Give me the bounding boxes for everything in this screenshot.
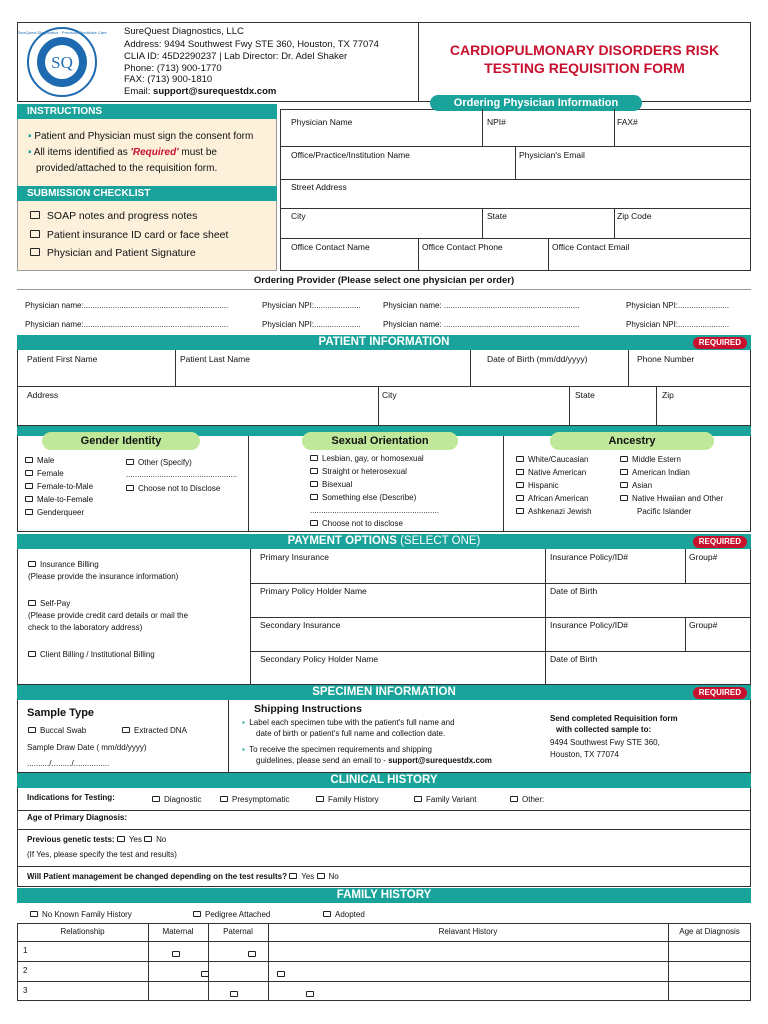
checkbox[interactable] xyxy=(620,495,628,501)
checkbox[interactable] xyxy=(620,482,628,488)
checkbox[interactable] xyxy=(126,459,134,465)
contact-name-label: Office Contact Name xyxy=(291,242,370,252)
form-title-line1: CARDIOPULMONARY DISORDERS RISK xyxy=(449,42,720,58)
checkbox[interactable] xyxy=(220,796,228,802)
checkbox[interactable] xyxy=(510,796,518,802)
family-row-1-number: 1 xyxy=(23,946,28,955)
patient-zip-label: Zip xyxy=(662,390,674,400)
indication-other[interactable]: Other: xyxy=(510,796,544,804)
provider-name-1[interactable]: Physician name:................................................................. xyxy=(25,301,229,310)
checkbox[interactable] xyxy=(193,911,201,917)
logo-text: SureQuest Diagnostics · Precision Predictive Care xyxy=(17,30,107,35)
group-label: Group# xyxy=(689,552,718,562)
payment-heading: PAYMENT OPTIONS xyxy=(287,535,401,547)
col-relevant-history: Relavant History xyxy=(438,927,498,936)
primary-holder-dob-label: Date of Birth xyxy=(550,586,598,596)
checkbox[interactable] xyxy=(122,727,130,733)
checkbox[interactable] xyxy=(25,483,33,489)
gender-undisclosed[interactable]: Choose not to Disclose xyxy=(126,485,220,493)
provider-npi-1[interactable]: Physician NPI:..................... xyxy=(262,301,361,310)
checkbox[interactable] xyxy=(25,509,33,515)
sample-extracted-dna[interactable]: Extracted DNA xyxy=(122,727,187,735)
row-1-maternal-checkbox[interactable] xyxy=(172,951,180,957)
indication-family-history[interactable]: Family History xyxy=(316,796,379,804)
family-pedigree[interactable]: Pedigree Attached xyxy=(193,911,270,919)
payment-band xyxy=(17,534,751,549)
row-2-paternal-checkbox[interactable] xyxy=(277,971,285,977)
secondary-holder-dob-label: Date of Birth xyxy=(550,654,598,664)
payment-self-note-2: check to the laboratory address) xyxy=(28,623,143,632)
company-name: SureQuest Diagnostics, LLC xyxy=(124,26,244,37)
checkbox[interactable] xyxy=(30,911,38,917)
instruction-item-1: ▪ Patient and Physician must sign the consent form xyxy=(28,131,254,142)
checkbox[interactable] xyxy=(30,230,40,238)
send-form-line-2: with collected sample to: xyxy=(556,725,652,734)
ancestry-heading: Ancestry xyxy=(550,432,714,450)
checkbox[interactable] xyxy=(310,481,318,487)
office-name-label: Office/Practice/Institution Name xyxy=(291,150,410,160)
checkbox[interactable] xyxy=(620,469,628,475)
checkbox[interactable] xyxy=(144,836,152,842)
checklist-heading: SUBMISSION CHECKLIST xyxy=(17,186,277,201)
gender-genderqueer[interactable]: Genderqueer xyxy=(25,509,84,517)
checkbox[interactable] xyxy=(117,836,125,842)
company-logo xyxy=(17,26,107,98)
form-title-line2: TESTING REQUISITION FORM xyxy=(484,60,685,76)
ancestry-asian[interactable]: Asian xyxy=(620,482,652,490)
checkbox[interactable] xyxy=(28,561,36,567)
col-paternal: Paternal xyxy=(223,927,253,936)
row-3-paternal-checkbox[interactable] xyxy=(306,991,314,997)
orientation-bisexual[interactable]: Bisexual xyxy=(310,481,352,489)
checkbox[interactable] xyxy=(310,520,318,526)
provider-name-2[interactable]: Physician name: ............................................................. xyxy=(383,301,580,310)
checkbox[interactable] xyxy=(28,651,36,657)
contact-phone-label: Office Contact Phone xyxy=(422,242,503,252)
col-age-at-diagnosis: Age at Diagnosis xyxy=(679,927,740,936)
company-address: Address: 9494 Southwest Fwy STE 360, Houston, TX 77074 xyxy=(124,39,379,50)
checkbox[interactable] xyxy=(317,873,325,879)
indication-diagnostic[interactable]: Diagnostic xyxy=(152,796,201,804)
gender-ftm[interactable]: Female-to-Male xyxy=(25,483,93,491)
ordering-provider-heading: Ordering Provider (Please select one physician per order) xyxy=(253,275,515,286)
patient-state-label: State xyxy=(575,390,595,400)
secondary-group-label: Group# xyxy=(689,620,718,630)
orientation-straight[interactable]: Straight or heterosexual xyxy=(310,468,407,476)
patient-last-name-label: Patient Last Name xyxy=(180,354,250,364)
secondary-insurance-label: Secondary Insurance xyxy=(260,620,341,630)
provider-name-4[interactable]: Physician name: ............................................................. xyxy=(383,320,580,329)
checklist-item-insurance[interactable]: Patient insurance ID card or face sheet xyxy=(30,230,228,241)
payment-self-pay[interactable]: Self-Pay xyxy=(28,600,70,608)
contact-email-label: Office Contact Email xyxy=(552,242,630,252)
npi-label: NPI# xyxy=(487,117,506,127)
row-3-maternal-checkbox[interactable] xyxy=(230,991,238,997)
sample-type-heading: Sample Type xyxy=(27,707,95,719)
send-form-line-1: Send completed Requisition form xyxy=(550,714,678,723)
checkbox[interactable] xyxy=(152,796,160,802)
checklist-item-soap[interactable]: SOAP notes and progress notes xyxy=(30,211,197,222)
instructions-heading: INSTRUCTIONS xyxy=(17,104,277,119)
checkbox[interactable] xyxy=(516,495,524,501)
checkbox[interactable] xyxy=(414,796,422,802)
shipping-email[interactable]: support@surequestdx.com xyxy=(388,756,492,765)
management-change-row: Will Patient management be changed depending on the test results? Yes No xyxy=(27,872,339,881)
checkbox[interactable] xyxy=(516,508,524,514)
family-history-heading: FAMILY HISTORY xyxy=(336,889,432,901)
provider-npi-4[interactable]: Physician NPI:....................... xyxy=(626,320,730,329)
checkbox[interactable] xyxy=(25,496,33,502)
patient-info-heading: PATIENT INFORMATION xyxy=(318,336,450,348)
clinical-history-heading: CLINICAL HISTORY xyxy=(330,774,438,786)
age-primary-diagnosis-label: Age of Primary Diagnosis: xyxy=(27,813,128,822)
gender-other[interactable]: Other (Specify) xyxy=(126,459,192,467)
gender-heading: Gender Identity xyxy=(42,432,200,450)
orientation-other[interactable]: Something else (Describe) xyxy=(310,494,416,502)
physician-email-label: Physician's Email xyxy=(519,150,585,160)
family-row-2-number: 2 xyxy=(23,966,28,975)
fax-label: FAX# xyxy=(617,117,638,127)
ancestry-african-american[interactable]: African American xyxy=(516,495,588,503)
company-email-row xyxy=(124,87,276,97)
clia-id: CLIA ID: 45D2290237 | Lab Director: Dr. Adel Shaker xyxy=(124,51,348,62)
ancestry-hispanic[interactable]: Hispanic xyxy=(516,482,559,490)
previous-tests-note: (If Yes, please specify the test and results) xyxy=(27,850,177,859)
row-2-maternal-checkbox[interactable] xyxy=(201,971,209,977)
patient-info-band xyxy=(17,335,751,350)
specimen-heading: SPECIMEN INFORMATION xyxy=(312,686,456,698)
email-label: Email: xyxy=(124,86,154,97)
instruction-item-2-cont: provided/attached to the requisition form. xyxy=(36,163,218,174)
gender-mtf[interactable]: Male-to-Female xyxy=(25,496,93,504)
orientation-heading: Sexual Orientation xyxy=(302,432,458,450)
col-maternal: Maternal xyxy=(162,927,194,936)
col-relationship: Relationship xyxy=(60,927,105,936)
checkbox[interactable] xyxy=(620,456,628,462)
shipping-item-2-cont: guidelines, please send an email to - support@surequestdx.com xyxy=(256,756,492,765)
family-adopted[interactable]: Adopted xyxy=(323,911,365,919)
orientation-describe-line[interactable]: .......................................................... xyxy=(310,506,439,515)
provider-npi-3[interactable]: Physician NPI:..................... xyxy=(262,320,361,329)
secondary-holder-label: Secondary Policy Holder Name xyxy=(260,654,379,664)
shipping-item-1: ▪ Label each specimen tube with the patient's full name and xyxy=(242,718,455,727)
checkbox[interactable] xyxy=(126,485,134,491)
row-1-paternal-checkbox[interactable] xyxy=(248,951,256,957)
physician-name-label: Physician Name xyxy=(291,117,353,127)
ancestry-native-american[interactable]: Native American xyxy=(516,469,586,477)
lab-address-2: Houston, TX 77074 xyxy=(550,750,619,759)
company-email[interactable]: support@surequestdx.com xyxy=(153,86,277,97)
checkbox[interactable] xyxy=(516,456,524,462)
checkbox[interactable] xyxy=(310,494,318,500)
checkbox[interactable] xyxy=(516,469,524,475)
ancestry-middle-eastern[interactable]: Middle Estern xyxy=(620,456,681,464)
payment-insurance[interactable]: Insurance Billing xyxy=(28,561,99,569)
required-badge: REQUIRED xyxy=(693,536,747,548)
ancestry-american-indian[interactable]: American Indian xyxy=(620,469,690,477)
checkbox[interactable] xyxy=(30,211,40,219)
checkbox[interactable] xyxy=(310,468,318,474)
checkbox[interactable] xyxy=(289,873,297,879)
sample-buccal-swab[interactable]: Buccal Swab xyxy=(28,727,86,735)
checkbox[interactable] xyxy=(28,600,36,606)
policy-id-label: Insurance Policy/ID# xyxy=(550,552,628,562)
instruction-item-2: ▪ All items identified as 'Required' must be xyxy=(28,147,217,158)
shipping-heading: Shipping Instructions xyxy=(254,703,362,715)
checkbox[interactable] xyxy=(516,482,524,488)
checkbox[interactable] xyxy=(25,470,33,476)
checkbox[interactable] xyxy=(30,248,40,256)
family-history-band xyxy=(17,888,751,903)
primary-insurance-label: Primary Insurance xyxy=(260,552,329,562)
checkbox[interactable] xyxy=(316,796,324,802)
provider-npi-2[interactable]: Physician NPI:....................... xyxy=(626,301,730,310)
sample-draw-date-field[interactable]: ........../........./................ xyxy=(27,759,110,768)
gender-female[interactable]: Female xyxy=(25,470,64,478)
indication-family-variant[interactable]: Family Variant xyxy=(414,796,477,804)
physician-info-heading: Ordering Physician Information xyxy=(430,95,642,111)
orientation-lgb[interactable]: Lesbian, gay, or homosexual xyxy=(310,455,424,463)
checkbox[interactable] xyxy=(25,457,33,463)
payment-client-billing[interactable]: Client Billing / Institutional Billing xyxy=(28,651,155,659)
logo-mark: SQ xyxy=(51,53,73,72)
shipping-item-2: ▪ To receive the specimen requirements and shipping xyxy=(242,745,432,754)
gender-male[interactable]: Male xyxy=(25,457,54,465)
street-label: Street Address xyxy=(291,182,347,192)
secondary-policy-label: Insurance Policy/ID# xyxy=(550,620,628,630)
zip-label: Zip Code xyxy=(617,211,652,221)
city-label: City xyxy=(291,211,306,221)
checkbox[interactable] xyxy=(28,727,36,733)
checkbox[interactable] xyxy=(323,911,331,917)
payment-insurance-note: (Please provide the insurance information) xyxy=(28,572,179,581)
primary-holder-label: Primary Policy Holder Name xyxy=(260,586,367,596)
ancestry-ashkenazi[interactable]: Ashkenazi Jewish xyxy=(516,508,592,516)
provider-name-3[interactable]: Physician name:................................................................. xyxy=(25,320,229,329)
patient-first-name-label: Patient First Name xyxy=(27,354,98,364)
shipping-item-1-cont: date of birth or patient's full name and collection date. xyxy=(256,729,446,738)
gender-other-line[interactable]: .................................................. xyxy=(126,470,238,479)
company-phone: Phone: (713) 900-1770 xyxy=(124,63,222,74)
checkbox[interactable] xyxy=(310,455,318,461)
lab-address-1: 9494 Southwest Fwy STE 360, xyxy=(550,738,660,747)
ancestry-hawaiian-cont: Pacific Islander xyxy=(637,507,692,516)
state-label: State xyxy=(487,211,507,221)
sample-draw-date-label: Sample Draw Date ( mm/dd/yyyy) xyxy=(27,743,147,752)
patient-city-label: City xyxy=(382,390,397,400)
payment-self-note-1: (Please provide credit card details or mail the xyxy=(28,611,189,620)
required-badge: REQUIRED xyxy=(693,687,747,699)
required-badge: REQUIRED xyxy=(693,337,747,349)
patient-phone-label: Phone Number xyxy=(637,354,695,364)
orientation-undisclosed[interactable]: Choose not to disclose xyxy=(310,520,403,528)
patient-address-label: Address xyxy=(27,390,59,400)
family-row-3-number: 3 xyxy=(23,986,28,995)
patient-dob-label: Date of Birth (mm/dd/yyyy) xyxy=(487,354,588,364)
ancestry-white[interactable]: White/Caucasian xyxy=(516,456,588,464)
payment-subheading: (SELECT ONE) xyxy=(400,535,481,547)
checklist-item-signature[interactable]: Physician and Patient Signature xyxy=(30,248,196,259)
indication-presymptomatic[interactable]: Presymptomatic xyxy=(220,796,289,804)
clinical-history-band xyxy=(17,773,751,788)
ancestry-hawaiian[interactable]: Native Hwaiian and Other xyxy=(620,495,723,503)
specimen-band xyxy=(17,685,751,700)
family-no-known[interactable]: No Known Family History xyxy=(30,911,132,919)
indications-label: Indications for Testing: xyxy=(27,793,115,802)
previous-tests-row: Previous genetic tests: Yes No xyxy=(27,835,167,844)
company-fax: FAX: (713) 900-1810 xyxy=(124,74,213,85)
